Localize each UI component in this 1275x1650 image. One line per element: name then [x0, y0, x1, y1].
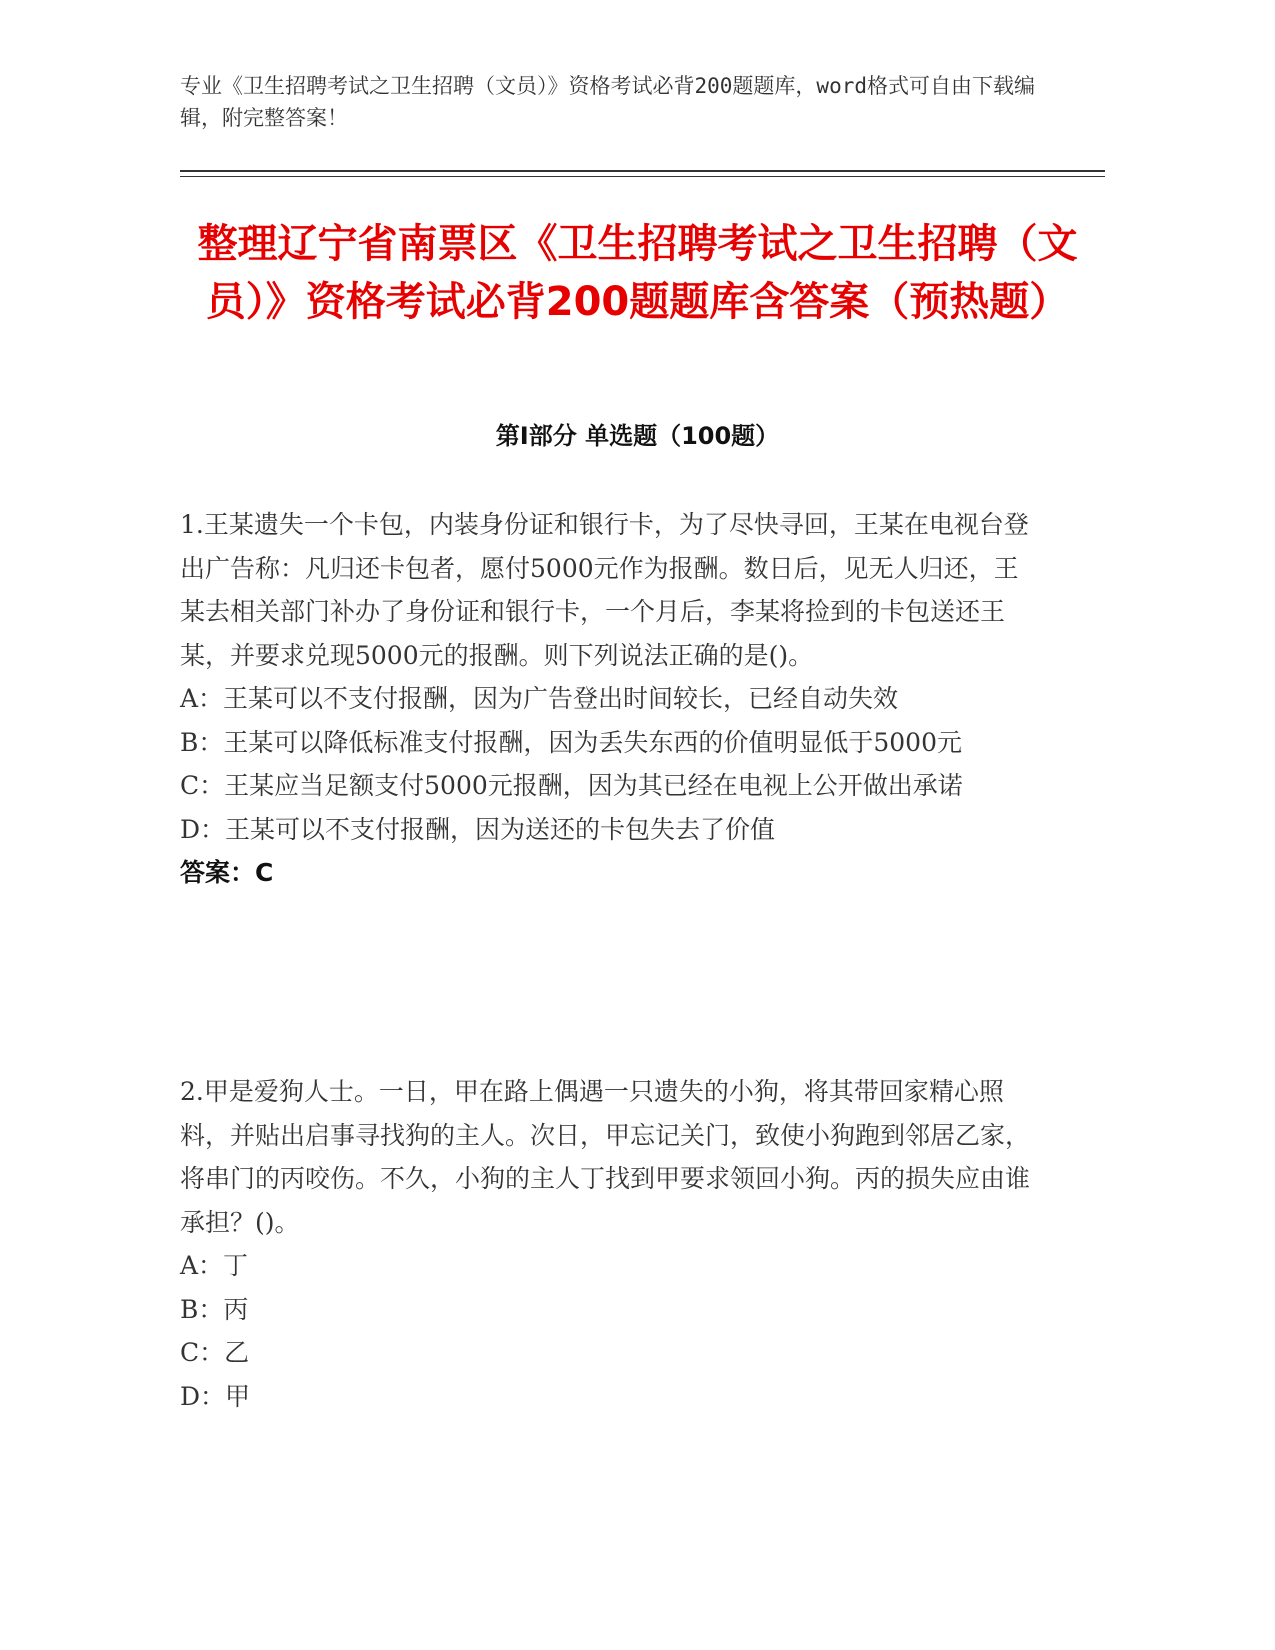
- option-b: B：王某可以降低标准支付报酬，因为丢失东西的价值明显低于5000元: [180, 727, 962, 757]
- option-b: B：丙: [180, 1294, 249, 1324]
- document-title: 整理辽宁省南票区《卫生招聘考试之卫生招聘（文员）》资格考试必背200题题库含答案（预热题）: [197, 221, 1078, 325]
- header-rule-thin: [180, 176, 1105, 177]
- section-title: 第I部分 单选题（100题）: [495, 422, 780, 450]
- question-stem: 2.甲是爱狗人士。一日，甲在路上偶遇一只遗失的小狗，将其带回家精心照料，并贴出启事寻找狗的主人。次日，甲忘记关门，致使小狗跑到邻居乙家，将串门的丙咬伤。不久，小狗的主人丁找到甲要求领回小狗。丙的损失应由谁承担？()。: [180, 1077, 1031, 1237]
- option-d: D：甲: [180, 1381, 251, 1411]
- header-rule-thick: [180, 170, 1105, 172]
- answer-key: 答案：C: [180, 858, 274, 887]
- question-stem: 1.王某遗失一个卡包，内装身份证和银行卡，为了尽快寻回，王某在电视台登出广告称：凡归还卡包者，愿付5000元作为报酬。数日后，见无人归还，王某去相关部门补办了身份证和银行卡，一个月后，李某将捡到的卡包送还王某，并要求兑现5000元的报酬。则下列说法正确的是()。: [180, 510, 1029, 670]
- option-a: A：丁: [180, 1251, 249, 1280]
- option-d: D：王某可以不支付报酬，因为送还的卡包失去了价值: [180, 814, 776, 844]
- option-a: A：王某可以不支付报酬，因为广告登出时间较长，已经自动失效: [180, 684, 899, 713]
- question-2: [180, 1070, 1030, 1418]
- question-1: [180, 503, 1030, 895]
- option-c: C：王某应当足额支付5000元报酬，因为其已经在电视上公开做出承诺: [180, 771, 963, 800]
- option-c: C：乙: [180, 1338, 250, 1367]
- header-note: 专业《卫生招聘考试之卫生招聘（文员）》资格考试必背200题题库，word格式可自由下载编辑，附完整答案！: [180, 74, 1035, 130]
